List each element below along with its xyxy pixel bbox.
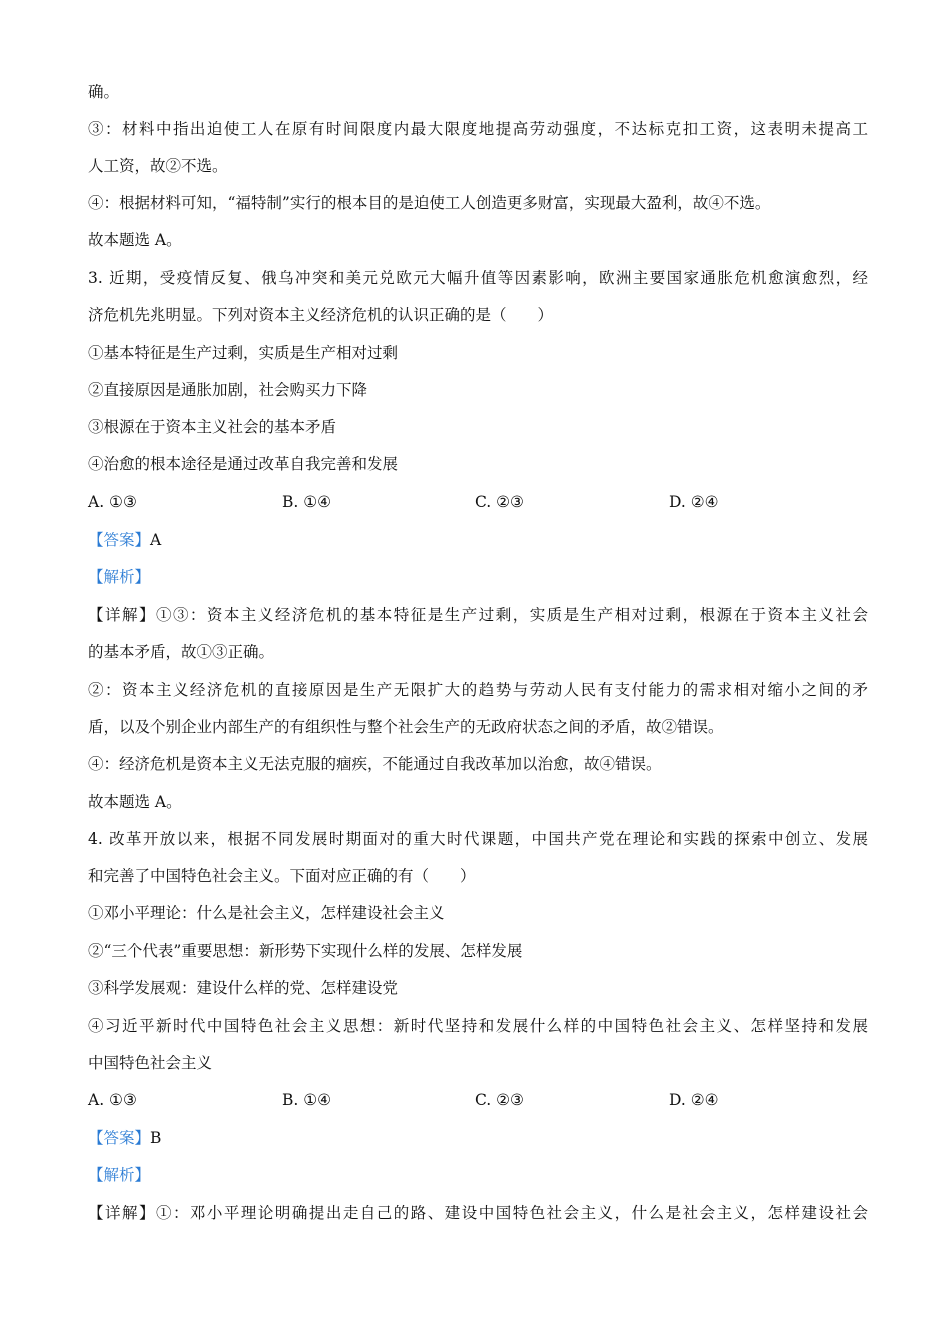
- option-b[interactable]: B. ①④: [282, 493, 332, 511]
- question-3-item: ④治愈的根本途径是通过改革自我完善和发展: [88, 455, 399, 473]
- question-3-detail: 盾，以及个别企业内部生产的有组织性与整个社会生产的无政府状态之间的矛盾，故②错误。: [88, 718, 724, 736]
- option-c[interactable]: C. ②③: [475, 1091, 524, 1109]
- text-line: ④：根据材料可知，“福特制”实行的根本目的是迫使工人创造更多财富，实现最大盈利，故④不选。: [88, 194, 771, 212]
- detail-text: ①：邓小平理论明确提出走自己的路、建设中国特色社会主义，什么是社会主义，怎样建设社会: [155, 1204, 868, 1222]
- question-3-item: ①基本特征是生产过剩，实质是生产相对过剩: [88, 344, 399, 362]
- text-line: 人工资，故②不选。: [88, 157, 228, 175]
- question-4-item: ③科学发展观：建设什么样的党、怎样建设党: [88, 979, 399, 997]
- text-line: 故本题选 A。: [88, 231, 182, 249]
- question-3-detail: 的基本矛盾，故①③正确。: [88, 643, 275, 661]
- question-3-item: ③根源在于资本主义社会的基本矛盾: [88, 418, 337, 436]
- answer-tag: 【答案】: [88, 531, 151, 549]
- question-4-item: ①邓小平理论：什么是社会主义，怎样建设社会主义: [88, 904, 445, 922]
- analysis-tag: 【解析】: [88, 568, 151, 586]
- detail-tag: 【详解】: [88, 606, 156, 624]
- question-3-stem: 济危机先兆明显。下列对资本主义经济危机的认识正确的是（ ）: [88, 306, 554, 324]
- answer-value: A: [150, 531, 162, 549]
- question-3-detail: [88, 605, 868, 625]
- option-d[interactable]: D. ②④: [669, 493, 719, 511]
- answer-value: B: [150, 1129, 162, 1147]
- question-3-detail: ④：经济危机是资本主义无法克服的痼疾，不能通过自我改革加以治愈，故④错误。: [88, 755, 662, 773]
- question-3-item: ②直接原因是通胀加剧，社会购买力下降: [88, 381, 368, 399]
- question-3-answer: [88, 530, 868, 550]
- answer-tag: 【答案】: [88, 1129, 151, 1147]
- question-4-item: ④习近平新时代中国特色社会主义思想：新时代坚持和发展什么样的中国特色社会主义、怎样坚持和发展: [88, 1017, 868, 1035]
- option-c[interactable]: C. ②③: [475, 493, 524, 511]
- question-4-detail: [88, 1203, 868, 1223]
- question-4-answer: [88, 1128, 868, 1148]
- option-b[interactable]: B. ①④: [282, 1091, 332, 1109]
- detail-tag: 【详解】: [88, 1204, 156, 1222]
- question-4-stem: 和完善了中国特色社会主义。下面对应正确的有（ ）: [88, 867, 476, 885]
- option-d[interactable]: D. ②④: [669, 1091, 719, 1109]
- text-line: 确。: [88, 83, 120, 101]
- question-3-analysis: [88, 567, 868, 587]
- question-4-analysis: [88, 1165, 868, 1185]
- analysis-tag: 【解析】: [88, 1166, 151, 1184]
- question-3-conclusion: 故本题选 A。: [88, 793, 182, 811]
- question-3-detail: ②：资本主义经济危机的直接原因是生产无限扩大的趋势与劳动人民有支付能力的需求相对缩小之间的矛: [88, 681, 868, 699]
- option-a[interactable]: A. ①③: [88, 1091, 137, 1109]
- question-4-item: ②“三个代表”重要思想：新形势下实现什么样的发展、怎样发展: [88, 942, 523, 960]
- question-4-stem: 4. 改革开放以来，根据不同发展时期面对的重大时代课题，中国共产党在理论和实践的探索中创立、发展: [88, 830, 868, 848]
- text-line: ③：材料中指出迫使工人在原有时间限度内最大限度地提高劳动强度，不达标克扣工资，这表明未提高工: [88, 120, 868, 138]
- option-a[interactable]: A. ①③: [88, 493, 137, 511]
- question-4-item: 中国特色社会主义: [88, 1054, 213, 1072]
- detail-text: ①③：资本主义经济危机的基本特征是生产过剩，实质是生产相对过剩，根源在于资本主义社会: [155, 606, 868, 624]
- question-3-stem: 3. 近期，受疫情反复、俄乌冲突和美元兑欧元大幅升值等因素影响，欧洲主要国家通胀危机愈演愈烈，经: [88, 269, 868, 287]
